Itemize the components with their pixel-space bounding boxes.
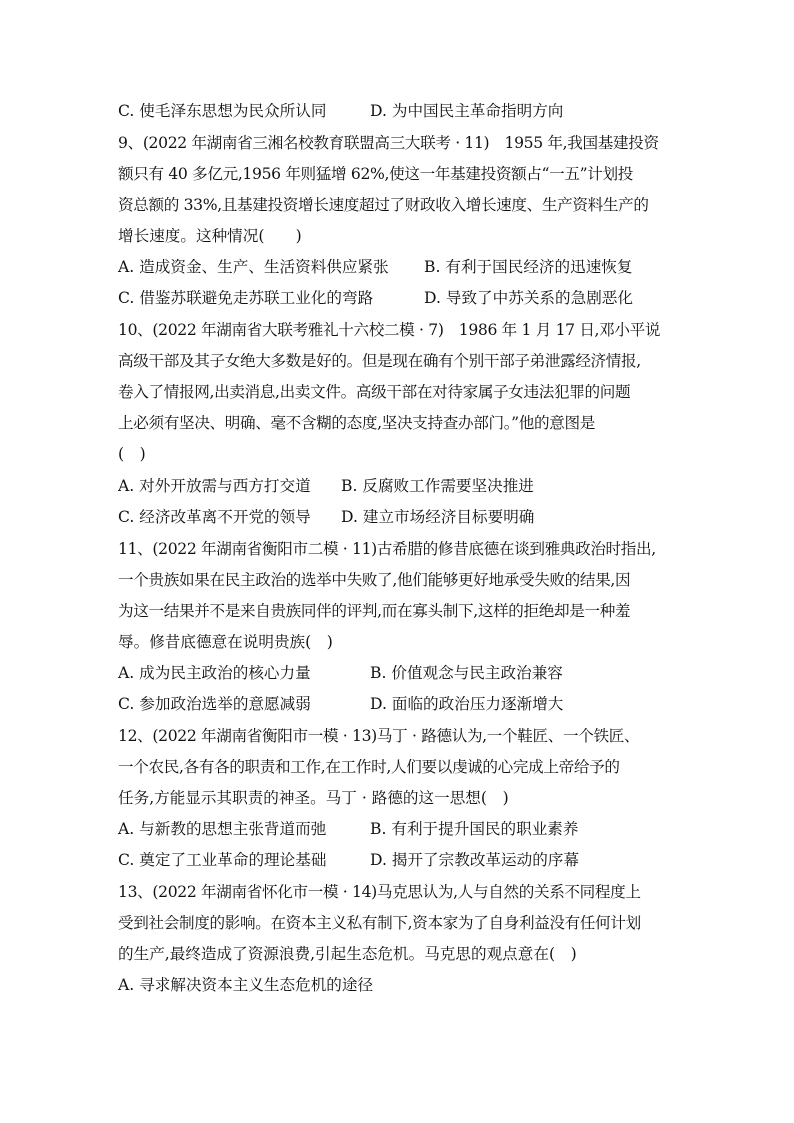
q11-option-a[interactable]: A. 成为民主政治的核心力量 [118, 664, 311, 682]
q10-option-a[interactable]: A. 对外开放需与西方打交道 [118, 477, 311, 495]
q10-option-b[interactable]: B. 反腐败工作需要坚决推进 [341, 477, 534, 495]
q11-stem-line-2: 一个贵族如果在民主政治的选举中失败了,他们能够更好地承受失败的结果,因 [118, 571, 631, 589]
q13-option-a[interactable]: A. 寻求解决资本主义生态危机的途径 [118, 976, 374, 994]
q9-stem-line-2: 额只有 40 多亿元,1956 年则猛增 62%,使这一年基建投资额占“一五”计划投 [118, 165, 634, 183]
q12-option-b[interactable]: B. 有利于提升国民的职业素养 [370, 820, 579, 838]
q12-option-d[interactable]: D. 揭开了宗教改革运动的序幕 [370, 851, 579, 869]
q11-stem-line-4: 辱。修昔底德意在说明贵族( ) [118, 633, 333, 651]
q9-option-d[interactable]: D. 导致了中苏关系的急剧恶化 [424, 289, 633, 307]
q12-stem-line-3: 任务,方能显示其职责的神圣。马丁 · 路德的这一思想( ) [118, 789, 509, 807]
q12-stem-line-1: 12、(2022 年湖南省衡阳市一模 · 13)马丁 · 路德认为,一个鞋匠、一个铁匠、 [118, 727, 640, 745]
q11-option-d[interactable]: D. 面临的政治压力逐渐增大 [370, 695, 564, 713]
q10-stem-line-1: 10、(2022 年湖南省大联考雅礼十六校二模 · 7) 1986 年 1 月 17 日,邓小平说 [118, 321, 661, 339]
q10-stem-line-2: 高级干部及其子女绝大多数是好的。但是现在确有个别干部子弟泄露经济情报, [118, 352, 641, 370]
q9-option-a[interactable]: A. 造成资金、生产、生活资料供应紧张 [118, 258, 389, 276]
q12-stem-line-2: 一个农民,各有各的职责和工作,在工作时,人们要以虔诚的心完成上帝给予的 [118, 758, 620, 776]
q8-option-d[interactable]: D. 为中国民主革命指明方向 [370, 102, 564, 120]
q13-stem-line-3: 的生产,最终造成了资源浪费,引起生态危机。马克思的观点意在( ) [118, 945, 577, 963]
q11-option-c[interactable]: C. 参加政治选举的意愿减弱 [118, 695, 311, 713]
q11-stem-line-3: 为这一结果并不是来自贵族同伴的评判,而在寡头制下,这样的拒绝却是一种羞 [118, 602, 631, 620]
q9-stem-line-4: 增长速度。这种情况( ) [118, 227, 302, 245]
q13-stem-line-1: 13、(2022 年湖南省怀化市一模 · 14)马克思认为,人与自然的关系不同程度上 [118, 883, 641, 901]
q13-stem-line-2: 受到社会制度的影响。在资本主义私有制下,资本家为了自身利益没有任何计划 [118, 914, 641, 932]
q9-option-c[interactable]: C. 借鉴苏联避免走苏联工业化的弯路 [118, 289, 374, 307]
q11-option-b[interactable]: B. 价值观念与民主政治兼容 [370, 664, 563, 682]
q10-stem-line-3: 卷入了情报网,出卖消息,出卖文件。高级干部在对待家属子女违法犯罪的问题 [118, 383, 631, 401]
q12-option-c[interactable]: C. 奠定了工业革命的理论基础 [118, 851, 327, 869]
q10-stem-line-5: ( ) [118, 445, 146, 463]
q9-option-b[interactable]: B. 有利于国民经济的迅速恢复 [424, 258, 633, 276]
q12-option-a[interactable]: A. 与新教的思想主张背道而弛 [118, 820, 327, 838]
q9-stem-line-1: 9、(2022 年湖南省三湘名校教育联盟高三大联考 · 11) 1955 年,我国基建投资 [118, 134, 659, 152]
q10-stem-line-4: 上必须有坚决、明确、毫不含糊的态度,坚决支持查办部门。”他的意图是 [118, 414, 595, 432]
q8-option-c[interactable]: C. 使毛泽东思想为民众所认同 [118, 102, 327, 120]
q9-stem-line-3: 资总额的 33%,且基建投资增长速度超过了财政收入增长速度、生产资料生产的 [118, 196, 649, 214]
q10-option-c[interactable]: C. 经济改革离不开党的领导 [118, 508, 311, 526]
q11-stem-line-1: 11、(2022 年湖南省衡阳市二模 · 11)古希腊的修昔底德在谈到雅典政治时指出, [118, 540, 656, 558]
q10-option-d[interactable]: D. 建立市场经济目标要明确 [341, 508, 535, 526]
